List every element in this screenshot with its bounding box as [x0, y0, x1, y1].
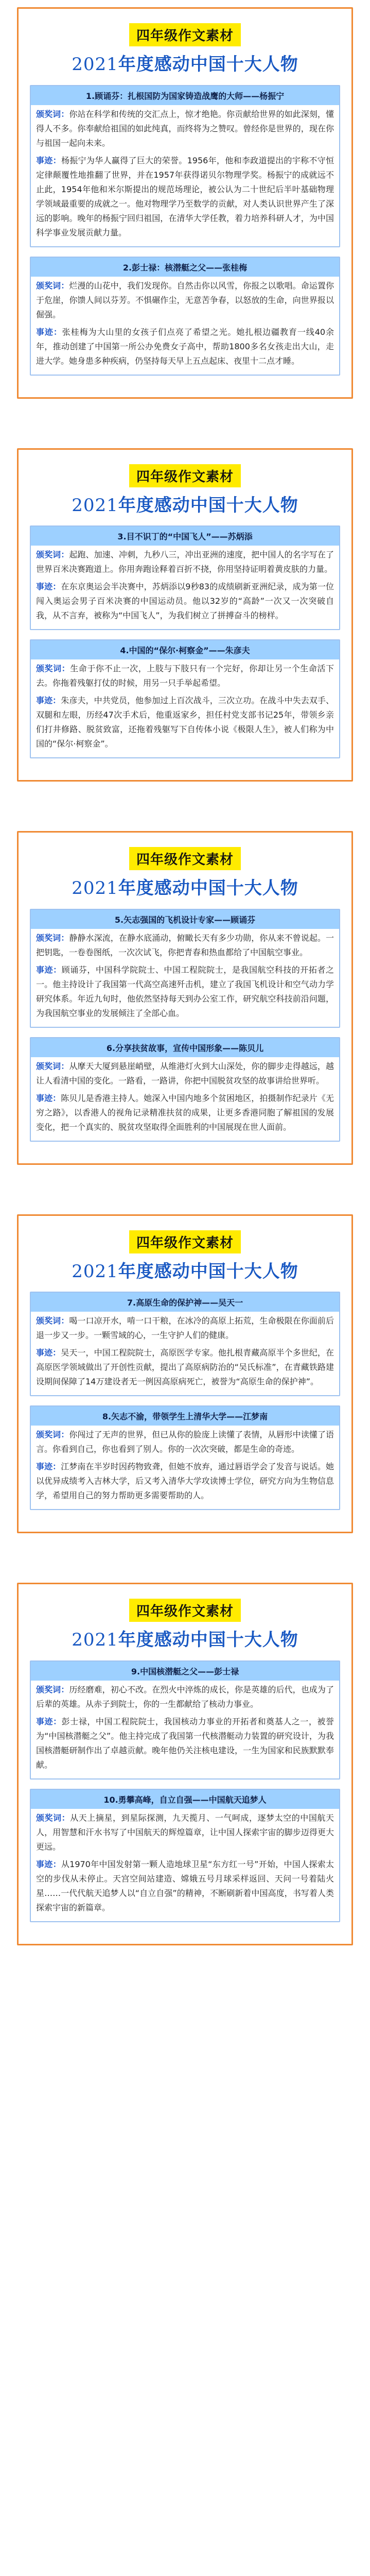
person-card — [30, 639, 340, 758]
person-title: 6.分享扶贫故事，宣传中国形象——陈贝儿 — [31, 1038, 339, 1057]
person-title: 4.中国的“保尔·柯察金”——朱彦夫 — [31, 640, 339, 659]
person-card — [30, 85, 340, 247]
deed-paragraph: 事迹：吴天一，中国工程院院士，高原医学专家。他扎根青藏高原半个多世纪，在高原医学领域做出了开创性贡献，提出了高原病防治的“吴氏标准”，在青藏铁路建设期间保障了14万建设者无一例因高原病死亡，被誉为“高原生命的保护神”。 — [36, 1348, 334, 1386]
page-title: 2021年度感动中国十大人物 — [72, 1261, 298, 1282]
deed-paragraph: 事迹：从1970年中国发射第一颗人造地球卫星“东方红一号”开始，中国人探索太空的步伐从未停止。天宫空间站建造、嫦娥五号月球采样返回、天问一号着陆火星……一代代航天追梦人以“自立自强”的精神，不断刷新着中国高度，书写着人类探索宇宙的新篇章。 — [36, 1859, 334, 1912]
grade-badge: 四年级作文素材 — [129, 1599, 241, 1622]
award-paragraph: 颁奖词：你闯过了无声的世界，但已从你的脸庞上读懂了表情，从唇形中读懂了语言。你看到自己，你也看到了别人。你的一次次突破，都是生命的奇迹。 — [36, 1430, 334, 1454]
person-card — [30, 1292, 340, 1396]
person-title: 10.勇攀高峰，自立自强——中国航天追梦人 — [31, 1790, 339, 1809]
award-paragraph: 颁奖词：从摩天大厦到悬崖峭壁，从维港灯火到大山深处，你的脚步走得越远，越让人看清中国的变化。一路看，一路讲，你把中国脱贫攻坚的故事讲给世界听。 — [36, 1061, 334, 1086]
grade-badge: 四年级作文素材 — [129, 464, 241, 487]
section-card-4 — [17, 1214, 353, 1534]
person-card — [30, 1037, 340, 1142]
page-title: 2021年度感动中国十大人物 — [72, 878, 298, 899]
grade-badge: 四年级作文素材 — [129, 847, 241, 870]
person-title: 3.目不识丁的“中国飞人”——苏炳添 — [31, 527, 339, 546]
grade-badge: 四年级作文素材 — [129, 23, 241, 46]
person-title: 8.矢志不渝，带领学生上清华大学——江梦南 — [31, 1406, 339, 1426]
award-paragraph: 颁奖词：喝一口凉开水，啃一口干粮，在冰冷的高原上拓荒，生命极限在你面前后退一步又一步。一颗雪域的心，一生守护人们的健康。 — [36, 1316, 334, 1340]
deed-paragraph: 事迹：张桂梅为大山里的女孩子们点亮了希望之光。她扎根边疆教育一线40余年，推动创建了中国第一所公办免费女子高中，帮助1800多名女孩走出大山，走进大学。她身患多种疾病，仍坚持每天早上五点起床、夜里十二点才睡。 — [36, 327, 334, 366]
person-title: 7.高原生命的保护神——吴天一 — [31, 1293, 339, 1312]
deed-paragraph: 事迹：朱彦夫，中共党员，他参加过上百次战斗，三次立功。在战斗中失去双手、双腿和左眼，历经47次手术后，他重返家乡，担任村党支部书记25年，带领乡亲们打井修路、脱贫致富，还拖着残躯写下自传体小说《极限人生》，被人们称为中国的“保尔·柯察金”。 — [36, 696, 334, 749]
page-title: 2021年度感动中国十大人物 — [72, 1630, 298, 1650]
person-title: 9.中国核潜艇之父——彭士禄 — [31, 1662, 339, 1681]
grade-badge: 四年级作文素材 — [129, 1230, 241, 1253]
person-title: 5.矢志强国的飞机设计专家——顾诵芬 — [31, 910, 339, 929]
deed-paragraph: 事迹：江梦南在半岁时因药物致聋，但她不放弃，通过唇语学会了发音与说话。她以优异成绩考入吉林大学，后又考入清华大学攻读博士学位，研究方向为生物信息学，希望用自己的努力帮助更多需要帮助的人。 — [36, 1462, 334, 1500]
award-paragraph: 颁奖词：静静水深流，在静水底涌动，俯瞰长天有多少功勋，你从来不曾说起。一把钥匙，一卷卷图纸，一次次试飞，你把青春和热血都给了中国航空事业。 — [36, 933, 334, 957]
person-title: 2.彭士禄：核潜艇之父——张桂梅 — [31, 258, 339, 277]
award-paragraph: 颁奖词：从天上摘星，到星际探测，九天揽月、一气呵成，逐梦太空的中国航天人，用智慧和汗水书写了中国航天的辉煌篇章，让中国人探索宇宙的脚步迈得更大更远。 — [36, 1812, 334, 1852]
person-card — [30, 526, 340, 630]
person-title: 1.顾诵芬：扎根国防为国家铸造战鹰的大师——杨振宁 — [31, 86, 339, 105]
section-card-3 — [17, 831, 353, 1165]
person-card — [30, 909, 340, 1028]
award-paragraph: 颁奖词：你站在科学和传统的交汇点上，惊才绝艳。你贡献给世界的如此深刻，懂得人不多。你奉献给祖国的如此纯真，而终将为之赞叹。曾经你是世界的，现在你与祖国一起向未来。 — [36, 109, 334, 148]
page-title: 2021年度感动中国十大人物 — [72, 54, 298, 75]
award-paragraph: 颁奖词：烂漫的山花中，我们发现你。自然击你以风雪，你报之以歌唱。命运置你于危崖，你馈人间以芬芳。不惧碾作尘，无意苦争春，以怒放的生命，向世界报以倔强。 — [36, 280, 334, 319]
deed-paragraph: 事迹：在东京奥运会半决赛中，苏炳添以9秒83的成绩刷新亚洲纪录，成为第一位闯入奥运会男子百米决赛的中国运动员。他以32岁的“高龄”一次又一次突破自我，从不言弃，被称为“中国飞人”，为我们树立了拼搏奋斗的榜样。 — [36, 582, 334, 620]
person-card — [30, 1789, 340, 1922]
award-paragraph: 颁奖词：起跑、加速、冲刺，九秒八三，冲出亚洲的速度，把中国人的名字写在了世界百米决赛跑道上。你用奔跑诠释着百折不挠，你用坚持证明着黄皮肤的力量。 — [36, 550, 334, 574]
award-paragraph: 颁奖词：历经磨难，初心不改。在烈火中淬炼的成长，你是英雄的后代，也成为了后辈的英雄。从赤子到院士，你的一生都献给了核动力事业。 — [36, 1684, 334, 1709]
page-title: 2021年度感动中国十大人物 — [72, 495, 298, 516]
section-card-2 — [17, 448, 353, 782]
deed-paragraph: 事迹：陈贝儿是香港主持人。她深入中国内地多个贫困地区，拍摄制作纪录片《无穷之路》，以香港人的视角记录精准扶贫的成果，让更多香港同胞了解祖国的发展变化，把一个真实的、脱贫攻坚取得全面胜利的中国展现在世人面前。 — [36, 1093, 334, 1132]
person-card — [30, 1660, 340, 1780]
section-card-5 — [17, 1583, 353, 1945]
deed-paragraph: 事迹：彭士禄，中国工程院院士，我国核动力事业的开拓者和奠基人之一，被誉为“中国核潜艇之父”。他主持完成了我国第一代核潜艇动力装置的研究设计，为我国核潜艇研制作出了卓越贡献。晚年他仍关注核电建设，一生为国家和民族默默奉献。 — [36, 1716, 334, 1770]
deed-paragraph: 事迹：顾诵芬，中国科学院院士、中国工程院院士，是我国航空科技的开拓者之一。他主持设计了我国第一代高空高速歼击机，建立了我国飞机设计和空气动力学研究体系。年近九旬时，他依然坚持每天到办公室工作，研究航空科技前沿问题，为我国航空事业的发展倾注了全部心血。 — [36, 964, 334, 1018]
person-card — [30, 1405, 340, 1510]
person-card — [30, 257, 340, 376]
award-paragraph: 颁奖词：生命于你不止一次，上肢与下肢只有一个完好，你却让另一个生命活下去。你拖着残躯打仗的时候，用另一只手举起希望。 — [36, 664, 334, 688]
section-card-1 — [17, 7, 353, 399]
deed-paragraph: 事迹：杨振宁为华人赢得了巨大的荣誉。1956年，他和李政道提出的宇称不守恒定律颠覆性地推翻了世界，并在1957年获得诺贝尔物理学奖。杨振宁的成就远不止此，1954年他和米尔斯提出的规范场理论，被公认为二十世纪后半叶基础物理学领域最重要的成就之一。他对物理学乃至数学的贡献，对人类认识世界产生了深远的影响。晚年的杨振宁回归祖国，在清华大学任教，着力培养科研人才，为中国科学事业发展贡献力量。 — [36, 155, 334, 238]
